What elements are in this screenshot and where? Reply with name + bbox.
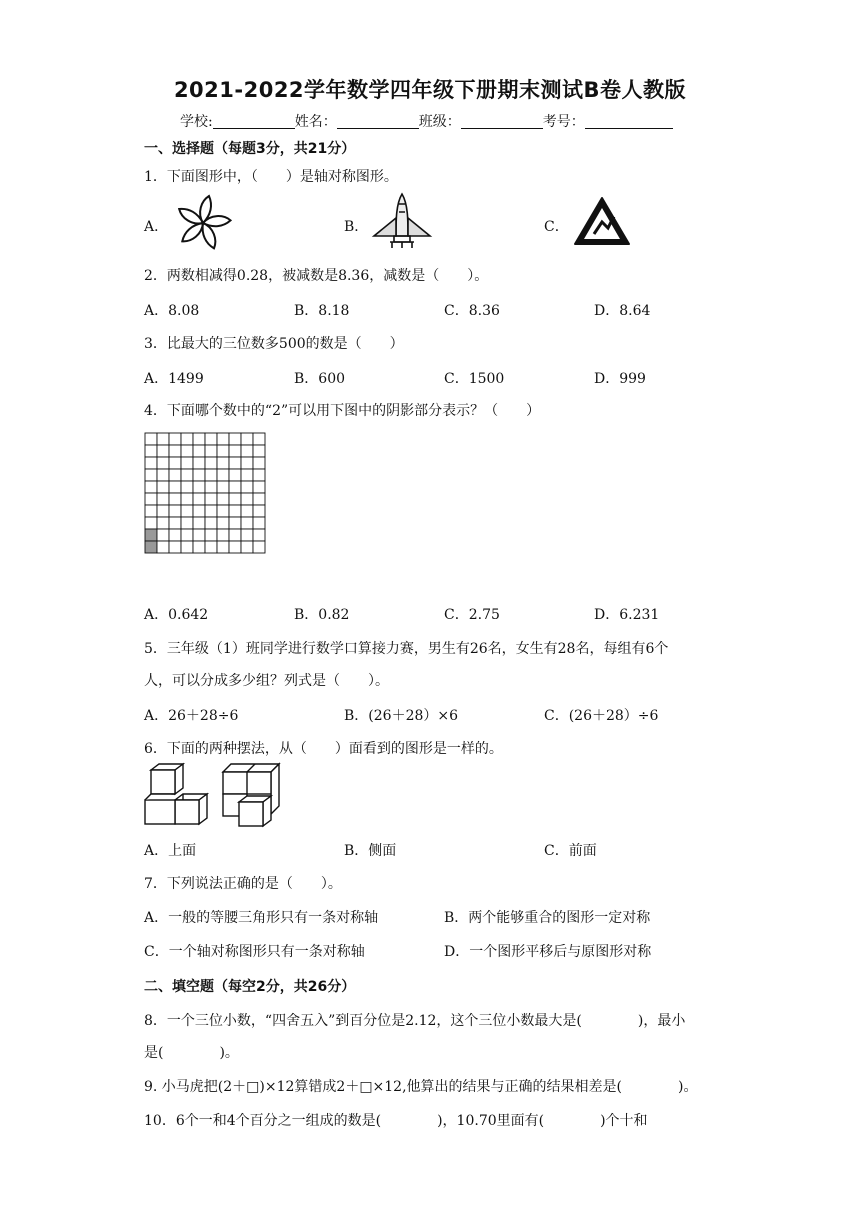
student-info-line <box>180 111 673 131</box>
grid-cell <box>241 445 253 457</box>
grid-cell <box>169 481 181 493</box>
grid-cell <box>205 433 217 445</box>
grid-cell <box>205 457 217 469</box>
question-2: 2．两数相减得0.28，被减数是8.36，减数是（ ）。 <box>144 268 489 284</box>
grid-cell <box>181 433 193 445</box>
q7-option-a: A．一般的等腰三角形只有一条对称轴 <box>144 910 379 926</box>
grid-cell <box>253 529 265 541</box>
grid-cell <box>193 517 205 529</box>
grid-cell <box>217 529 229 541</box>
grid-cell <box>157 469 169 481</box>
grid-cell <box>157 517 169 529</box>
q7-option-d: D．一个图形平移后与原图形对称 <box>444 944 652 960</box>
school-blank <box>213 114 295 129</box>
question-4: 4．下面哪个数中的“2”可以用下图中的阴影部分表示？（ ） <box>144 403 541 419</box>
q2-option-a: A．8.08 <box>144 303 200 319</box>
grid-cell <box>229 541 241 553</box>
grid-cell <box>217 469 229 481</box>
question-5-line-1: 5．三年级（1）班同学进行数学口算接力赛，男生有26名，女生有28名，每组有6个 <box>144 641 669 657</box>
q3-option-b: B．600 <box>294 371 346 387</box>
cube-stack-figure-1 <box>143 762 213 830</box>
question-10: 10．6个一和4个百分之一组成的数是( )，10.70里面有( )个十和 <box>144 1113 648 1129</box>
grid-cell <box>229 505 241 517</box>
grid-cell <box>181 457 193 469</box>
grid-cell <box>217 433 229 445</box>
grid-cell <box>145 517 157 529</box>
grid-cell <box>241 457 253 469</box>
grid-cell <box>181 445 193 457</box>
class-label: 班级： <box>418 114 461 130</box>
grid-cell <box>241 505 253 517</box>
q1-option-b-label: B． <box>344 219 369 235</box>
grid-cell <box>157 529 169 541</box>
q6-option-c: C．前面 <box>544 843 597 859</box>
grid-cell <box>253 541 265 553</box>
grid-cell <box>169 469 181 481</box>
q3-option-c: C．1500 <box>444 371 505 387</box>
grid-cell <box>253 457 265 469</box>
q4-option-a: A．0.642 <box>144 607 209 623</box>
cube-stack-figure-2 <box>219 762 283 830</box>
grid-cell <box>253 517 265 529</box>
grid-cell <box>241 529 253 541</box>
exam-no-label: 考号： <box>542 114 585 130</box>
grid-cell <box>157 433 169 445</box>
q4-option-b: B．0.82 <box>294 607 350 623</box>
question-5-line-2: 人，可以分成多少组？列式是（ ）。 <box>144 673 389 689</box>
grid-cell <box>229 529 241 541</box>
grid-cell <box>193 493 205 505</box>
grid-cell <box>229 493 241 505</box>
q5-option-b: B．(26＋28）×6 <box>344 708 459 724</box>
grid-cell <box>169 493 181 505</box>
grid-cell <box>217 445 229 457</box>
grid-cell <box>169 433 181 445</box>
question-3: 3．比最大的三位数多500的数是（ ） <box>144 336 404 352</box>
grid-cell <box>145 445 157 457</box>
grid-cell <box>229 517 241 529</box>
grid-cell <box>181 541 193 553</box>
grid-cell <box>145 493 157 505</box>
q7-option-c: C．一个轴对称图形只有一条对称轴 <box>144 944 365 960</box>
grid-cell <box>217 481 229 493</box>
q1-option-a-label: A． <box>144 219 169 235</box>
grid-cell <box>169 505 181 517</box>
question-8-line-2: 是( )。 <box>144 1045 239 1061</box>
grid-cell <box>181 505 193 517</box>
grid-cell <box>193 433 205 445</box>
grid-cell <box>205 445 217 457</box>
grid-cell <box>253 445 265 457</box>
q5-option-a: A．26＋28÷6 <box>144 708 239 724</box>
grid-cell <box>169 445 181 457</box>
grid-cell <box>157 505 169 517</box>
question-7: 7．下列说法正确的是（ ）。 <box>144 876 342 892</box>
grid-cell <box>205 517 217 529</box>
q3-option-a: A．1499 <box>144 371 204 387</box>
grid-cell <box>229 457 241 469</box>
grid-cell <box>217 457 229 469</box>
grid-cell <box>229 445 241 457</box>
grid-cell <box>217 505 229 517</box>
grid-cell <box>253 493 265 505</box>
question-9: 9. 小马虎把(2＋□)×12算错成2＋□×12,他算出的结果与正确的结果相差是( )。 <box>144 1079 698 1095</box>
grid-cell <box>169 529 181 541</box>
q6-option-a: A．上面 <box>144 843 197 859</box>
pinwheel-flower-figure <box>170 193 236 253</box>
grid-cell <box>145 469 157 481</box>
grid-cell <box>241 433 253 445</box>
grid-cell <box>241 493 253 505</box>
grid-cell <box>193 457 205 469</box>
q2-option-c: C．8.36 <box>444 303 500 319</box>
grid-cell <box>193 481 205 493</box>
grid-cell <box>145 481 157 493</box>
page-title: 2021-2022学年数学四年级下册期末测试B卷人教版 <box>173 78 687 102</box>
grid-cell <box>205 481 217 493</box>
grid-cell <box>253 481 265 493</box>
q4-option-c: C．2.75 <box>444 607 500 623</box>
q7-option-b: B．两个能够重合的图形一定对称 <box>444 910 651 926</box>
grid-cell <box>157 481 169 493</box>
grid-cell <box>193 505 205 517</box>
class-blank <box>461 114 543 129</box>
grid-cell <box>181 529 193 541</box>
grid-cell <box>145 433 157 445</box>
grid-cell <box>157 457 169 469</box>
section-2-heading: 二、填空题（每空2分，共26分） <box>144 979 356 995</box>
grid-cell <box>241 469 253 481</box>
grid-cell <box>169 457 181 469</box>
grid-cell <box>193 445 205 457</box>
grid-cell <box>145 457 157 469</box>
grid-cell <box>193 541 205 553</box>
grid-cell <box>217 493 229 505</box>
section-1-heading: 一、选择题（每题3分，共21分） <box>144 141 356 157</box>
grid-cell <box>241 481 253 493</box>
grid-cell <box>205 529 217 541</box>
grid-cell <box>205 469 217 481</box>
grid-cell-shaded <box>145 541 157 553</box>
grid-cell-shaded <box>145 529 157 541</box>
grid-cell <box>229 481 241 493</box>
grid-cell <box>181 469 193 481</box>
grid-cell <box>241 541 253 553</box>
q1-option-c-label: C． <box>544 219 569 235</box>
q5-option-c: C．(26＋28）÷6 <box>544 708 659 724</box>
grid-cell <box>205 541 217 553</box>
grid-cell <box>253 469 265 481</box>
grid-cell <box>253 505 265 517</box>
q2-option-b: B．8.18 <box>294 303 350 319</box>
grid-cell <box>181 493 193 505</box>
grid-cell <box>205 493 217 505</box>
grid-cell <box>217 541 229 553</box>
grid-cell <box>181 481 193 493</box>
grid-cell <box>229 433 241 445</box>
grid-cell <box>157 541 169 553</box>
grid-cell <box>181 517 193 529</box>
grid-cell <box>205 505 217 517</box>
q2-option-d: D．8.64 <box>594 303 651 319</box>
hundred-square-grid <box>144 432 268 554</box>
grid-cell <box>145 505 157 517</box>
question-8-line-1: 8．一个三位小数，“四舍五入”到百分位是2.12，这个三位小数最大是( )，最小 <box>144 1013 686 1029</box>
grid-cell <box>241 517 253 529</box>
grid-cell <box>193 469 205 481</box>
q4-option-d: D．6.231 <box>594 607 660 623</box>
grid-cell <box>169 517 181 529</box>
grid-cell <box>169 541 181 553</box>
school-label: 学校: <box>180 114 213 130</box>
question-1: 1．下面图形中，（ ）是轴对称图形。 <box>144 169 398 185</box>
q3-option-d: D．999 <box>594 371 646 387</box>
q6-option-b: B．侧面 <box>344 843 397 859</box>
space-shuttle-figure <box>370 192 434 250</box>
name-label: 姓名： <box>294 114 337 130</box>
grid-cell <box>229 469 241 481</box>
question-6: 6．下面的两种摆法，从（ ）面看到的图形是一样的。 <box>144 741 503 757</box>
grid-cell <box>253 433 265 445</box>
grid-cell <box>193 529 205 541</box>
grid-cell <box>217 517 229 529</box>
grid-cell <box>157 493 169 505</box>
warning-sign-figure <box>572 194 632 248</box>
grid-cell <box>157 445 169 457</box>
exam-no-blank <box>585 114 673 129</box>
name-blank <box>337 114 419 129</box>
